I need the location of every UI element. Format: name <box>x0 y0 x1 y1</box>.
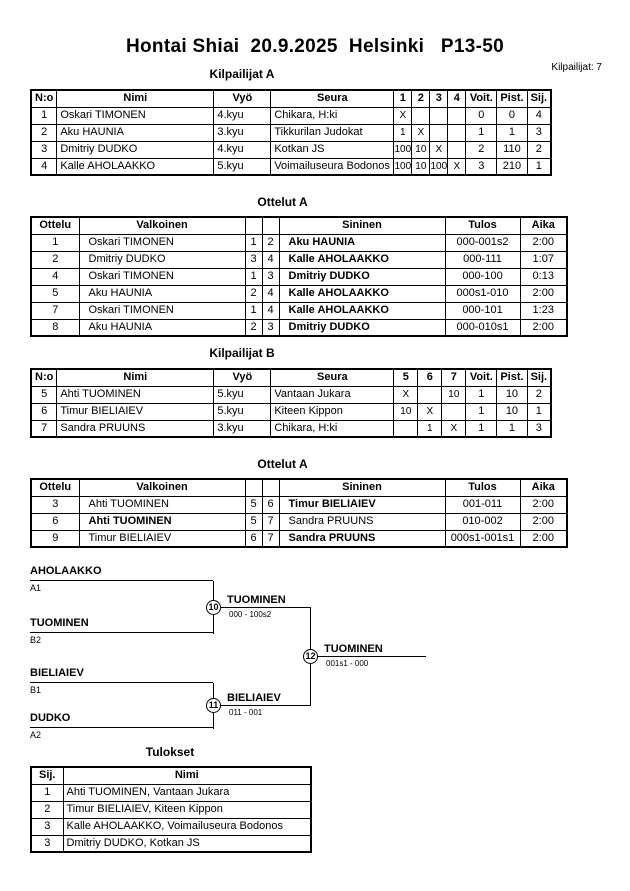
white-name-cell: Dmitriy DUDKO <box>79 251 245 268</box>
wins-cell: 1 <box>466 420 497 437</box>
club-cell: Kotkan JS <box>271 141 394 158</box>
score-cell: X <box>412 124 430 141</box>
competitors-count: Kilpailijat: 7 <box>551 62 602 73</box>
white-name-cell: Aku HAUNIA <box>79 319 245 336</box>
place-cell: 1 <box>31 784 63 801</box>
blue-name-cell: Dmitriy DUDKO <box>279 319 445 336</box>
white-number-cell: 5 <box>245 496 262 513</box>
bracket-entry-name: BIELIAIEV <box>30 667 213 683</box>
bracket-entry-name: AHOLAAKKO <box>30 565 213 581</box>
score-cell: X <box>430 141 448 158</box>
empty-header-cell <box>245 479 262 496</box>
match-number-cell: 6 <box>31 513 79 530</box>
time-cell: 0:13 <box>520 268 567 285</box>
name-cell: Dmitriy DUDKO, Kotkan JS <box>63 835 311 852</box>
belt-cell: 5.kyu <box>214 403 271 420</box>
round-header: 5 <box>394 369 418 386</box>
white-number-cell: 1 <box>245 268 262 285</box>
table-row <box>31 124 551 141</box>
place-cell: 1 <box>527 158 551 175</box>
match-header: Ottelu <box>31 479 79 496</box>
club-cell: Chikara, H:ki <box>271 107 394 124</box>
score-cell: 100 <box>430 158 448 175</box>
score-cell: X <box>394 386 418 403</box>
bracket-match-score: 001s1 - 000 <box>326 659 369 668</box>
blue-name-cell: Kalle AHOLAAKKO <box>279 302 445 319</box>
score-cell: 100 <box>394 141 412 158</box>
blue-name-cell: Dmitriy DUDKO <box>279 268 445 285</box>
blue-name-cell: Kalle AHOLAAKKO <box>279 285 445 302</box>
points-cell: 110 <box>497 141 527 158</box>
points-cell: 210 <box>497 158 527 175</box>
white-number-cell: 6 <box>245 530 262 547</box>
pool-a-heading: Kilpailijat A <box>209 67 275 81</box>
white-header: Valkoinen <box>79 217 245 234</box>
name-cell: Timur BIELIAIEV, Kiteen Kippon <box>63 801 311 818</box>
blue-number-cell: 4 <box>262 302 279 319</box>
no-header: N:o <box>31 369 57 386</box>
wins-cell: 1 <box>466 403 497 420</box>
score-cell: 10 <box>412 141 430 158</box>
club-header: Seura <box>271 369 394 386</box>
points-cell: 0 <box>497 107 527 124</box>
no-cell: 3 <box>31 141 57 158</box>
result-cell: 000-111 <box>445 251 520 268</box>
bracket-seed-label: A1 <box>30 583 42 593</box>
name-cell: Ahti TUOMINEN <box>57 386 214 403</box>
club-cell: Voimailuseura Bodonos <box>271 158 394 175</box>
table-row <box>31 107 551 124</box>
club-cell: Kiteen Kippon <box>271 403 394 420</box>
bracket-seed-label: A2 <box>30 730 42 740</box>
name-cell: Kalle AHOLAAKKO <box>57 158 214 175</box>
points-cell: 1 <box>497 124 527 141</box>
blue-name-cell: Sandra PRUUNS <box>279 530 445 547</box>
points-header: Pist. <box>497 90 527 107</box>
club-cell: Chikara, H:ki <box>271 420 394 437</box>
score-cell <box>430 124 448 141</box>
blue-name-cell: Kalle AHOLAAKKO <box>279 251 445 268</box>
match-number-cell: 3 <box>31 496 79 513</box>
bracket-winner-name: TUOMINEN <box>227 594 286 606</box>
wins-header: Voit. <box>466 90 497 107</box>
club-cell: Tikkurilan Judokat <box>271 124 394 141</box>
score-cell: 10 <box>412 158 430 175</box>
name-header: Nimi <box>57 90 214 107</box>
table-row <box>31 302 567 319</box>
wins-header: Voit. <box>466 369 497 386</box>
place-cell: 3 <box>527 124 551 141</box>
white-number-cell: 2 <box>245 319 262 336</box>
table-row <box>31 319 567 336</box>
score-cell: X <box>442 420 466 437</box>
table-row <box>31 530 567 547</box>
result-cell: 000-101 <box>445 302 520 319</box>
blue-number-cell: 6 <box>262 496 279 513</box>
empty-header-cell <box>262 479 279 496</box>
time-cell: 2:00 <box>520 319 567 336</box>
blue-name-cell: Timur BIELIAIEV <box>279 496 445 513</box>
table-row <box>31 234 567 251</box>
result-cell: 000-100 <box>445 268 520 285</box>
bracket-winner-line <box>310 656 426 657</box>
bracket-seed-label: B2 <box>30 635 42 645</box>
match-number-cell: 5 <box>31 285 79 302</box>
table-header-row <box>31 90 551 107</box>
belt-cell: 5.kyu <box>214 158 271 175</box>
time-header: Aika <box>520 479 567 496</box>
pool-a-table <box>30 89 552 176</box>
table-row <box>31 513 567 530</box>
name-cell: Dmitriy DUDKO <box>57 141 214 158</box>
wins-cell: 1 <box>466 386 497 403</box>
matches-a-heading: Ottelut A <box>257 195 308 209</box>
bracket-match-score: 000 - 100s2 <box>229 610 272 619</box>
match-header: Ottelu <box>31 217 79 234</box>
place-cell: 1 <box>527 403 551 420</box>
club-header: Seura <box>271 90 394 107</box>
score-cell: X <box>448 158 466 175</box>
name-cell: Kalle AHOLAAKKO, Voimailuseura Bodonos <box>63 818 311 835</box>
name-header: Nimi <box>63 767 311 784</box>
table-row <box>31 141 551 158</box>
time-cell: 1:07 <box>520 251 567 268</box>
score-cell <box>448 124 466 141</box>
no-cell: 7 <box>31 420 57 437</box>
time-cell: 2:00 <box>520 513 567 530</box>
results-table <box>30 766 312 853</box>
white-name-cell: Oskari TIMONEN <box>79 268 245 285</box>
white-number-cell: 2 <box>245 285 262 302</box>
place-cell: 2 <box>31 801 63 818</box>
score-cell: X <box>418 403 442 420</box>
table-row <box>31 158 551 175</box>
no-cell: 6 <box>31 403 57 420</box>
table-header-row <box>31 479 567 496</box>
white-number-cell: 3 <box>245 251 262 268</box>
white-name-cell: Oskari TIMONEN <box>79 302 245 319</box>
belt-cell: 5.kyu <box>214 386 271 403</box>
wins-cell: 3 <box>466 158 497 175</box>
no-cell: 4 <box>31 158 57 175</box>
result-cell: 000-001s2 <box>445 234 520 251</box>
belt-cell: 4.kyu <box>214 107 271 124</box>
table-row <box>31 496 567 513</box>
place-cell: 4 <box>527 107 551 124</box>
blue-number-cell: 7 <box>262 530 279 547</box>
page-title: Hontai Shiai 20.9.2025 Helsinki P13-50 <box>126 36 504 57</box>
time-cell: 2:00 <box>520 234 567 251</box>
no-cell: 2 <box>31 124 57 141</box>
blue-number-cell: 4 <box>262 251 279 268</box>
place-header: Sij. <box>31 767 63 784</box>
result-cell: 000-010s1 <box>445 319 520 336</box>
time-header: Aika <box>520 217 567 234</box>
match-number-badge: 11 <box>206 698 221 713</box>
club-cell: Vantaan Jukara <box>271 386 394 403</box>
blue-number-cell: 4 <box>262 285 279 302</box>
empty-header-cell <box>245 217 262 234</box>
name-cell: Ahti TUOMINEN, Vantaan Jukara <box>63 784 311 801</box>
place-cell: 3 <box>31 835 63 852</box>
blue-number-cell: 2 <box>262 234 279 251</box>
white-name-cell: Timur BIELIAIEV <box>79 530 245 547</box>
match-number-cell: 4 <box>31 268 79 285</box>
white-name-cell: Aku HAUNIA <box>79 285 245 302</box>
table-row <box>31 285 567 302</box>
score-cell <box>430 107 448 124</box>
score-cell: X <box>394 107 412 124</box>
score-cell <box>394 420 418 437</box>
white-name-cell: Ahti TUOMINEN <box>79 513 245 530</box>
table-row <box>31 801 311 818</box>
result-cell: 010-002 <box>445 513 520 530</box>
score-cell <box>418 386 442 403</box>
place-cell: 3 <box>31 818 63 835</box>
table-row <box>31 784 311 801</box>
matches-a-table <box>30 216 568 337</box>
white-number-cell: 1 <box>245 302 262 319</box>
blue-header: Sininen <box>279 217 445 234</box>
result-cell: 000s1-001s1 <box>445 530 520 547</box>
time-cell: 2:00 <box>520 285 567 302</box>
bracket-winner-name: TUOMINEN <box>324 643 383 655</box>
match-number-cell: 2 <box>31 251 79 268</box>
place-cell: 2 <box>527 386 551 403</box>
belt-cell: 4.kyu <box>214 141 271 158</box>
score-cell: 10 <box>394 403 418 420</box>
points-cell: 10 <box>497 403 527 420</box>
blue-name-cell: Aku HAUNIA <box>279 234 445 251</box>
match-number-cell: 9 <box>31 530 79 547</box>
round-header: 7 <box>442 369 466 386</box>
bracket-entry-name: TUOMINEN <box>30 617 213 633</box>
match-number-cell: 1 <box>31 234 79 251</box>
name-header: Nimi <box>57 369 214 386</box>
match-number-cell: 7 <box>31 302 79 319</box>
table-row <box>31 818 311 835</box>
score-cell: 1 <box>394 124 412 141</box>
bracket-winner-line <box>213 607 310 608</box>
round-header: 3 <box>430 90 448 107</box>
time-cell: 1:23 <box>520 302 567 319</box>
blue-header: Sininen <box>279 479 445 496</box>
bracket-match-score: 011 - 001 <box>229 708 263 717</box>
points-header: Pist. <box>497 369 527 386</box>
table-row <box>31 268 567 285</box>
points-cell: 1 <box>497 420 527 437</box>
score-cell <box>442 403 466 420</box>
no-cell: 1 <box>31 107 57 124</box>
name-cell: Aku HAUNIA <box>57 124 214 141</box>
elimination-bracket <box>30 561 595 739</box>
name-cell: Oskari TIMONEN <box>57 107 214 124</box>
blue-number-cell: 7 <box>262 513 279 530</box>
place-cell: 2 <box>527 141 551 158</box>
time-cell: 2:00 <box>520 530 567 547</box>
name-cell: Sandra PRUUNS <box>57 420 214 437</box>
table-row <box>31 420 551 437</box>
white-name-cell: Ahti TUOMINEN <box>79 496 245 513</box>
no-header: N:o <box>31 90 57 107</box>
belt-cell: 3.kyu <box>214 420 271 437</box>
blue-number-cell: 3 <box>262 268 279 285</box>
pool-b-table <box>30 368 552 438</box>
table-row <box>31 403 551 420</box>
bracket-winner-line <box>213 705 310 706</box>
result-header: Tulos <box>445 479 520 496</box>
match-number-badge: 10 <box>206 600 221 615</box>
wins-cell: 0 <box>466 107 497 124</box>
belt-cell: 3.kyu <box>214 124 271 141</box>
round-header: 2 <box>412 90 430 107</box>
score-cell <box>448 141 466 158</box>
belt-header: Vyö <box>214 369 271 386</box>
place-header: Sij. <box>527 369 551 386</box>
result-header: Tulos <box>445 217 520 234</box>
score-cell: 10 <box>442 386 466 403</box>
no-cell: 5 <box>31 386 57 403</box>
time-cell: 2:00 <box>520 496 567 513</box>
points-cell: 10 <box>497 386 527 403</box>
matches-b-table <box>30 478 568 548</box>
result-cell: 001-011 <box>445 496 520 513</box>
match-number-cell: 8 <box>31 319 79 336</box>
results-heading: Tulokset <box>145 745 195 759</box>
pool-b-heading: Kilpailijat B <box>209 346 275 360</box>
match-number-badge: 12 <box>303 649 318 664</box>
bracket-winner-name: BIELIAIEV <box>227 692 281 704</box>
table-row <box>31 251 567 268</box>
white-name-cell: Oskari TIMONEN <box>79 234 245 251</box>
table-header-row <box>31 369 551 386</box>
matches-b-heading: Ottelut A <box>257 457 308 471</box>
table-row <box>31 386 551 403</box>
wins-cell: 1 <box>466 124 497 141</box>
white-number-cell: 5 <box>245 513 262 530</box>
place-cell: 3 <box>527 420 551 437</box>
blue-name-cell: Sandra PRUUNS <box>279 513 445 530</box>
round-header: 1 <box>394 90 412 107</box>
score-cell: 1 <box>418 420 442 437</box>
place-header: Sij. <box>527 90 551 107</box>
round-header: 6 <box>418 369 442 386</box>
table-header-row <box>31 217 567 234</box>
score-cell <box>412 107 430 124</box>
table-row <box>31 835 311 852</box>
white-number-cell: 1 <box>245 234 262 251</box>
empty-header-cell <box>262 217 279 234</box>
bracket-seed-label: B1 <box>30 685 42 695</box>
score-cell <box>448 107 466 124</box>
result-cell: 000s1-010 <box>445 285 520 302</box>
bracket-entry-name: DUDKO <box>30 712 213 728</box>
name-cell: Timur BIELIAIEV <box>57 403 214 420</box>
wins-cell: 2 <box>466 141 497 158</box>
white-header: Valkoinen <box>79 479 245 496</box>
score-cell: 100 <box>394 158 412 175</box>
table-header-row <box>31 767 311 784</box>
round-header: 4 <box>448 90 466 107</box>
belt-header: Vyö <box>214 90 271 107</box>
blue-number-cell: 3 <box>262 319 279 336</box>
